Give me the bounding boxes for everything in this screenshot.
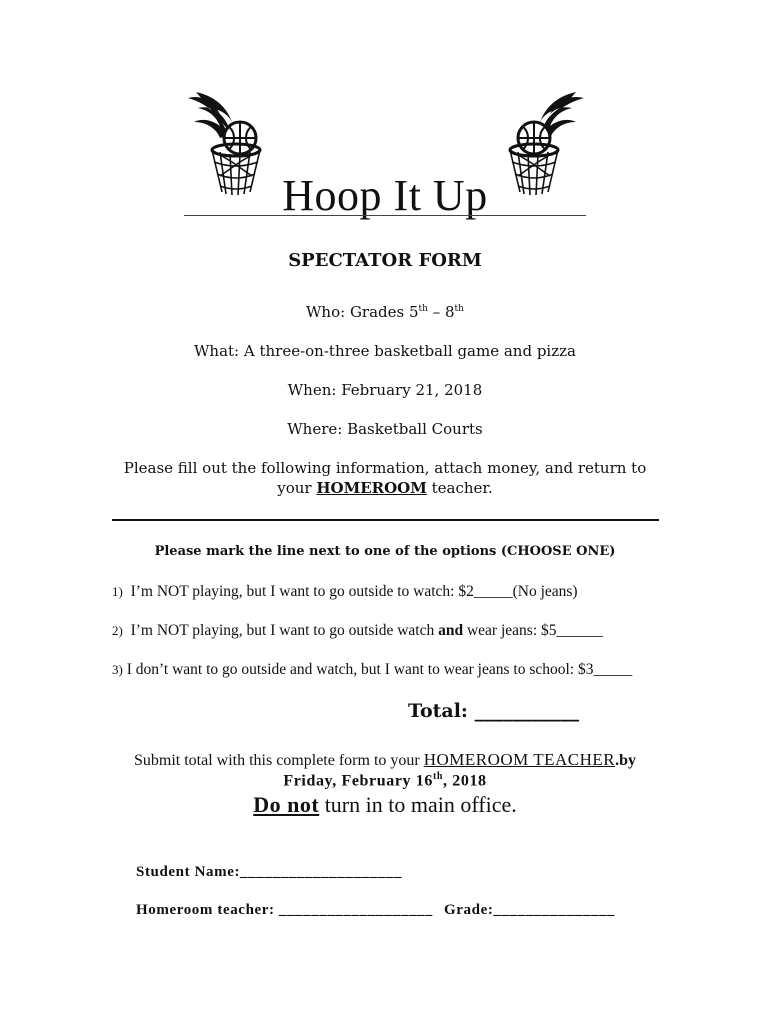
info-when: When: February 21, 2018	[287, 381, 483, 399]
who-sup-2: th	[454, 304, 464, 314]
submit-post: .by	[615, 752, 637, 769]
document-title: Hoop It Up	[282, 171, 488, 220]
info-where: Where: Basketball Courts	[287, 420, 483, 438]
section-divider	[112, 519, 659, 521]
option-number: 2)	[112, 623, 123, 638]
instructions-line-2	[0, 479, 770, 497]
do-not-underlined: Do not	[253, 792, 320, 817]
option-3	[112, 661, 632, 679]
info-who	[0, 303, 770, 321]
grade-field: Grade:_______________	[444, 902, 615, 918]
form-heading: SPECTATOR FORM	[288, 250, 482, 271]
student-name-field: Student Name:____________________	[136, 864, 403, 880]
instructions-line-1: Please fill out the following information, attach money, and return to	[123, 459, 647, 477]
option-text-bold: and	[438, 622, 464, 639]
submit-homeroom-teacher: HOMEROOM TEACHER	[423, 750, 616, 769]
submit-pre: Submit total with this complete form to your	[133, 752, 424, 769]
submit-date-post: , 2018	[443, 772, 487, 790]
option-number: 3)	[112, 662, 123, 677]
do-not-rest: turn in to main office.	[319, 792, 517, 817]
homeroom-teacher-field: Homeroom teacher: ___________________	[136, 902, 433, 918]
option-text-post: wear jeans: $5______	[463, 622, 604, 639]
who-mid: – 8	[427, 303, 455, 321]
option-text: I don’t want to go outside and watch, but I want to wear jeans to school: $3_____	[126, 661, 633, 678]
instructions-pre: your	[277, 479, 317, 497]
total-field: Total: ___________	[408, 700, 580, 722]
do-not-notice	[0, 792, 770, 818]
who-sup-1: th	[418, 304, 428, 314]
option-2	[112, 622, 603, 640]
info-what: What: A three-on-three basketball game and pizza	[194, 342, 576, 360]
instructions-homeroom: HOMEROOM	[316, 479, 427, 497]
options-heading: Please mark the line next to one of the options (CHOOSE ONE)	[154, 544, 616, 559]
title-underline	[184, 215, 586, 216]
option-1	[112, 583, 578, 601]
submit-date-pre: Friday, February 16	[283, 772, 433, 790]
instructions-post: teacher.	[426, 479, 493, 497]
submit-date-sup: th	[432, 771, 444, 782]
option-number: 1)	[112, 584, 123, 599]
option-text-pre: I’m NOT playing, but I want to go outside watch	[130, 622, 439, 639]
submit-line-1	[0, 750, 770, 770]
submit-line-2	[0, 771, 770, 790]
who-prefix: Who: Grades 5	[306, 303, 419, 321]
option-text: I’m NOT playing, but I want to go outside to watch: $2_____(No jeans)	[130, 583, 578, 600]
